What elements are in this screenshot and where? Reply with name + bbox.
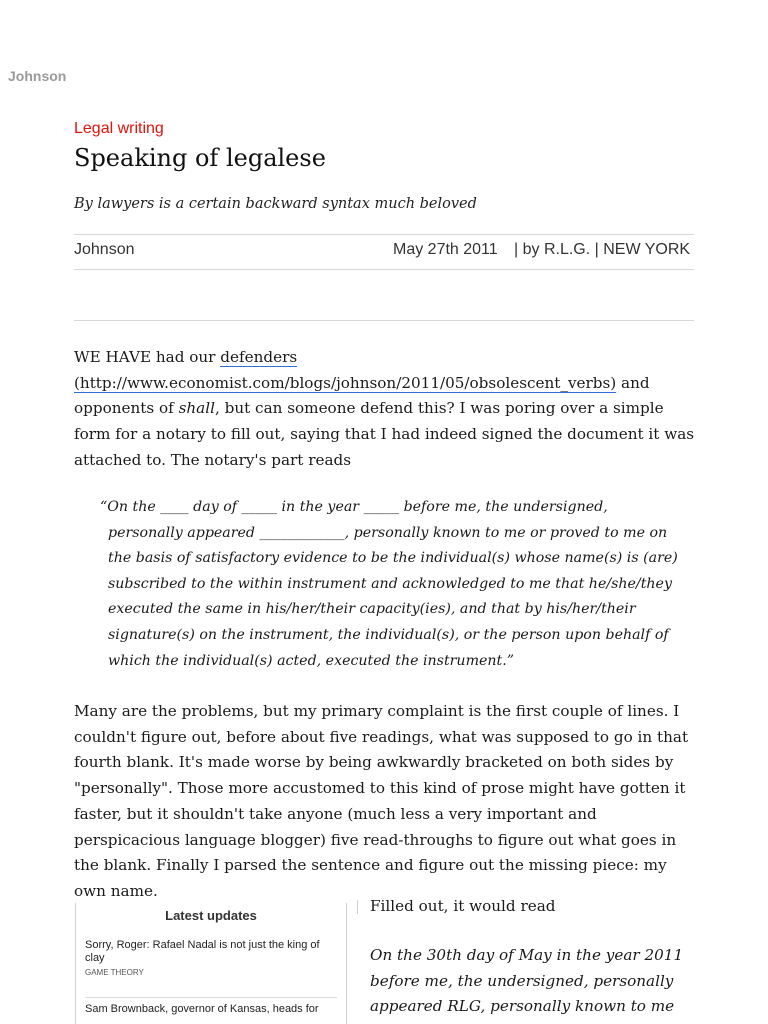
blog-name[interactable]: Johnson	[8, 68, 67, 84]
article-headline: Speaking of legalese	[74, 144, 326, 172]
article-section[interactable]: Johnson	[74, 241, 135, 258]
meta-bottom-divider	[74, 269, 694, 270]
notary-quote: “On the ____ day of _____ in the year _____ before me, the undersigned, personally appeared ____________, personally known to me or proved to me on the basis of satisfactory evidence to be the individual(s) whose name(s) is (are) subscribed to the within instrument and acknowledged to me that he/she/they executed the same in his/her/their capacity(ies), and that by his/her/their signature(s) on the instrument, the individual(s), or the person upon behalf of which the individual(s) acted, executed the instrument.”	[100, 499, 678, 669]
latest-update-item[interactable]	[85, 939, 337, 977]
body-divider	[74, 320, 694, 321]
latest-update-item[interactable]	[85, 997, 337, 1016]
article-paragraph-1	[74, 345, 699, 474]
article-date: May 27th 2011	[393, 241, 498, 258]
p1-text-3: and opponents of	[74, 373, 650, 418]
p1-emphasis-shall: shall	[178, 399, 215, 418]
article-paragraph-3: Filled out, it would read	[370, 897, 556, 915]
column-divider	[357, 900, 358, 914]
p1-text-4: , but can someone defend this? I was poring over a simple form for a notary to fill out, saying that I had indeed signed the document it was attached to. The notary's part reads	[74, 399, 695, 469]
latest-update-headline[interactable]: Sam Brownback, governor of Kansas, heads for	[85, 1003, 319, 1015]
latest-update-kicker: GAME THEORY	[85, 968, 144, 977]
latest-updates-sidebar	[75, 903, 347, 1024]
article-paragraph-2: Many are the problems, but my primary complaint is the first couple of lines. I couldn't figure out, before about five readings, what was supposed to go in that fourth blank. It's made worse by being awkwardly bracketed on both sides by "personally". Those more accustomed to this kind of prose might have gotten it faster, but it shouldn't take anyone (much less a very important and perspicacious language blogger) five read-throughs to figure out what goes in the blank. Finally I parsed the sentence and figure out the missing piece: my own name.	[74, 702, 689, 900]
defenders-link[interactable]: defenders	[220, 348, 298, 366]
latest-updates-title: Latest updates	[165, 908, 257, 923]
article-byline: | by R.L.G. | NEW YORK	[514, 241, 691, 258]
obsolescent-verbs-link[interactable]: (http://www.economist.com/blogs/johnson/2011/05/obsolescent_verbs)	[74, 373, 617, 392]
meta-top-divider	[74, 234, 694, 235]
article-flytitle[interactable]: Legal writing	[74, 120, 164, 137]
latest-update-headline[interactable]: Sorry, Roger: Rafael Nadal is not just the king of clay	[85, 939, 320, 964]
filled-out-quote: On the 30th day of May in the year 2011 before me, the undersigned, personally appeared RLG, personally known to me	[370, 946, 684, 1015]
p1-text-1: WE HAVE had our	[74, 348, 221, 366]
article-rubric: By lawyers is a certain backward syntax much beloved	[74, 196, 477, 212]
